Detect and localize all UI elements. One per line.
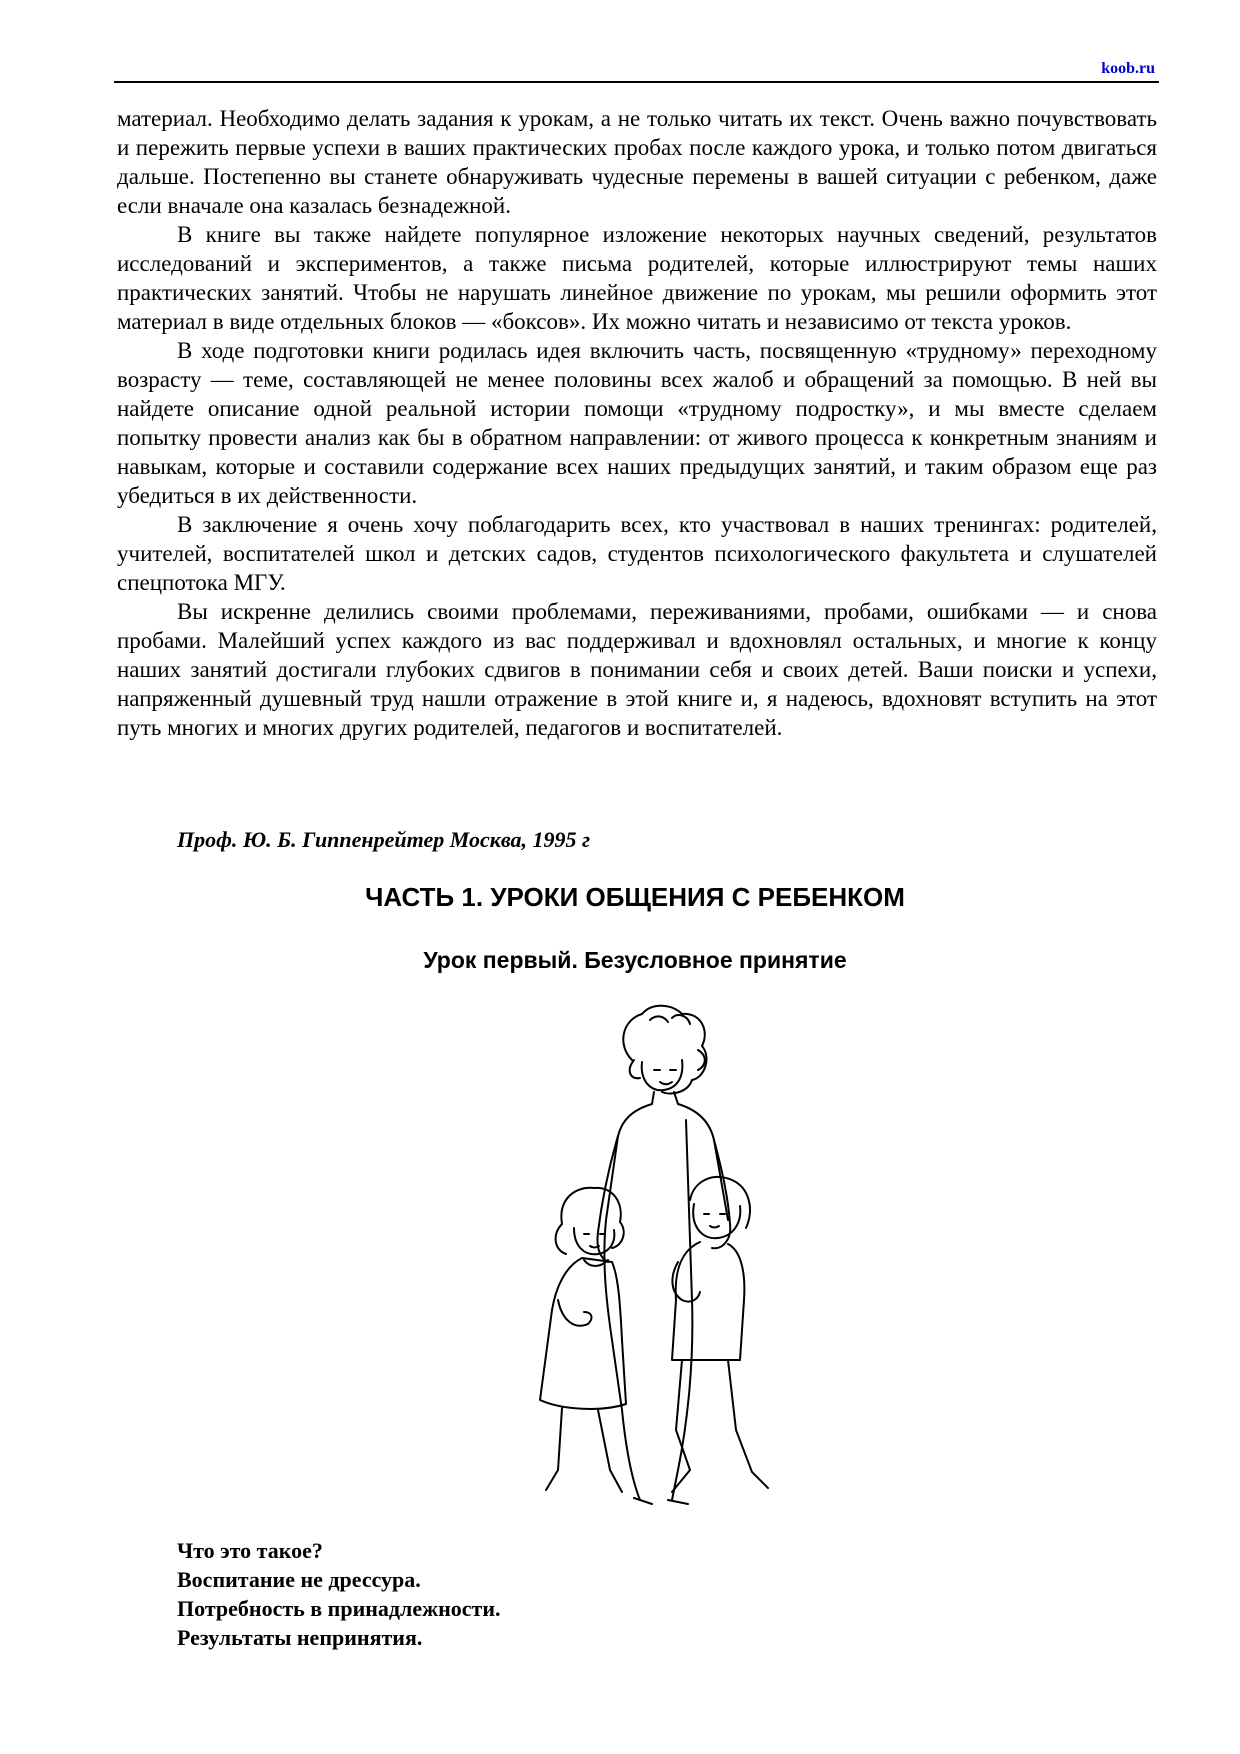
mother-body [604,1092,728,1500]
girl-arm [558,1300,591,1326]
girl-dress [540,1258,626,1409]
header-divider [114,81,1159,83]
paragraph: материал. Необходимо делать задания к урокам, а не только читать их текст. Очень важно почувствовать и пережить первые успехи в ваших практических пробах после каждого урока, и только потом двигаться дальше. Постепенно вы станете обнаруживать чудесные перемены в вашей ситуации с ребенком, даже если вначале она казалась безнадежной. [117,106,1157,218]
girl-face [574,1228,614,1254]
girl-hair [556,1188,624,1254]
paragraph: В книге вы также найдете популярное изложение некоторых научных сведений, результатов исследований и экспериментов, а также письма родителей, которые иллюстрируют темы наших практических занятий. Чтобы не нарушать линейное движение по урокам, мы решили оформить этот материал в виде отдельных блоков — «боксов». Их можно читать и независимо от текста уроков. [117,222,1157,334]
topic-item: Что это такое? [177,1538,323,1563]
topic-item: Результаты непринятия. [177,1625,423,1650]
topic-item: Потребность в принадлежности. [177,1596,501,1621]
girl-legs [546,1408,622,1492]
part-title: ЧАСТЬ 1. УРОКИ ОБЩЕНИЯ С РЕБЕНКОМ [365,882,905,912]
author-signature: Проф. Ю. Б. Гиппенрейтер Москва, 1995 г [177,827,591,852]
mother-feet [634,1498,688,1504]
topic-item: Воспитание не дрессура. [177,1567,421,1592]
lesson-topics [177,1536,501,1652]
boy-face [693,1204,740,1238]
paragraph: В ходе подготовки книги родилась идея включить часть, посвященную «трудному» переходному возрасту — теме, составляющей не менее половины всех жалоб и обращений за помощью. В ней вы найдете описание одной реальной истории помощи «трудному подростку», и мы вместе сделаем попытку провести анализ как бы в обратном направлении: от живого процесса к конкретным знаниям и навыкам, которые и составили содержание всех наших предыдущих занятий, и таким образом еще раз убедиться в их действенности. [117,338,1157,508]
site-link[interactable]: koob.ru [1101,60,1155,77]
body-text [117,104,1157,742]
paragraph: В заключение я очень хочу поблагодарить всех, кто участвовал в наших тренингах: родителей, учителей, воспитателей школ и детских садов, студентов психологического факультета и слушателей спецпотока МГУ. [117,512,1157,595]
boy-hair [690,1177,750,1228]
paragraph: Вы искренне делились своими проблемами, переживаниями, пробами, ошибками — и снова пробами. Малейший успех каждого из вас поддерживал и вдохновлял остальных, и многие к концу наших занятий достигали глубоких сдвигов в понимании себя и своих детей. Ваши поиски и успехи, напряженный душевный труд нашли отражение в этой книге и, я надеюсь, вдохновят вступить на этот путь многих и многих других родителей, педагогов и воспитателей. [117,599,1157,740]
mother-with-children-illustration [522,1000,802,1510]
lesson-title: Урок первый. Безусловное принятие [423,947,847,973]
mother-arm-right [712,1140,730,1248]
mother-face [642,1060,683,1090]
